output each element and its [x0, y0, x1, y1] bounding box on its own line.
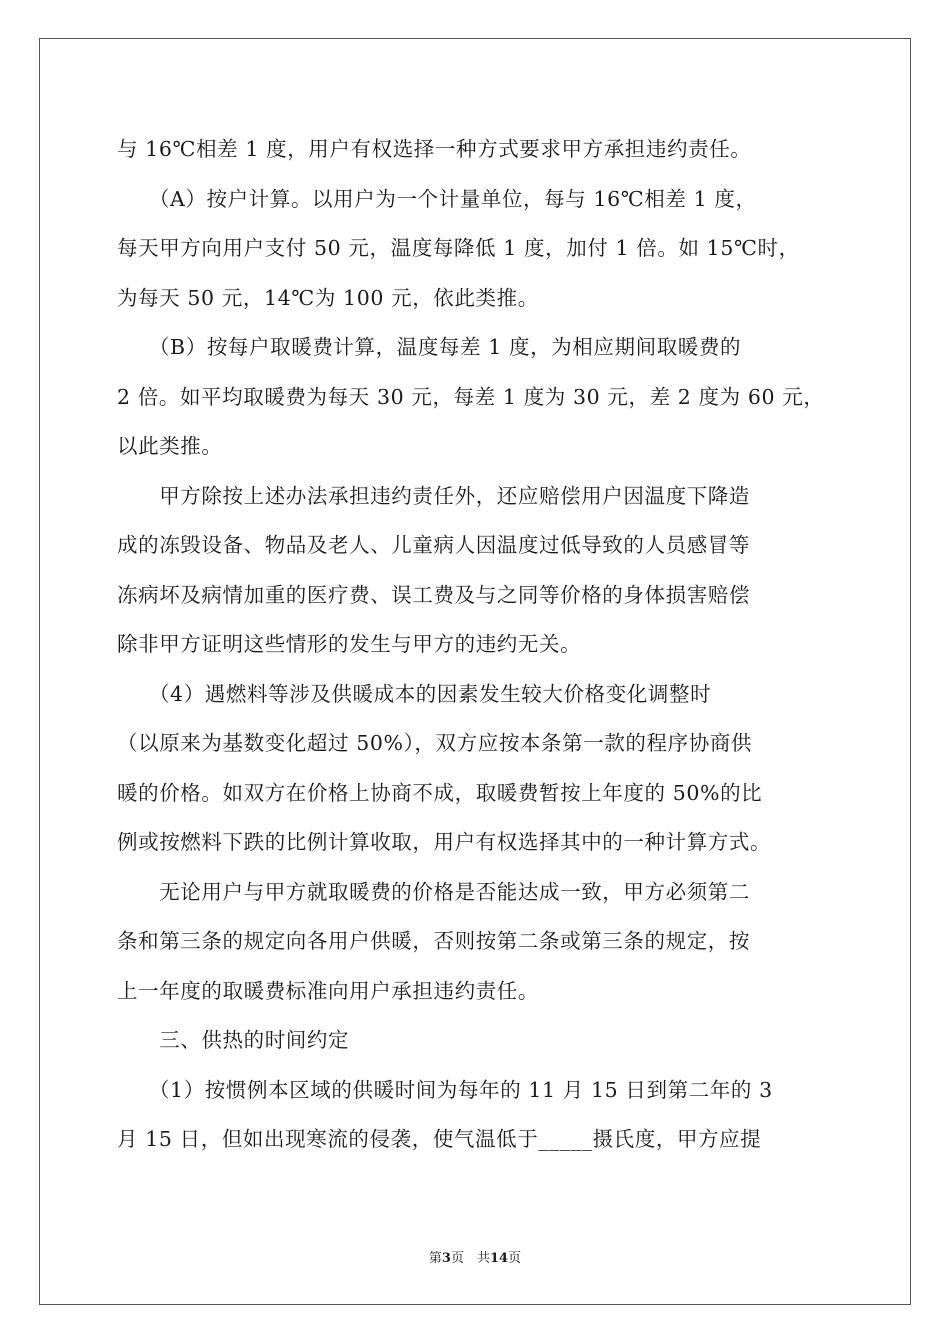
text-line: （1）按惯例本区域的供暖时间为每年的 11 月 15 日到第二年的 3	[117, 1077, 773, 1102]
text-line: 与 16℃相差 1 度，用户有权选择一种方式要求甲方承担违约责任。	[117, 137, 752, 161]
text-line: 甲方除按上述办法承担违约责任外，还应赔偿用户因温度下降造	[117, 483, 750, 508]
text-line: 冻病坏及病情加重的医疗费、误工费及与之同等价格的身体损害赔偿	[117, 582, 750, 607]
text-line: 暖的价格。如双方在价格上协商不成，取暖费暂按上年度的 50%的比	[117, 780, 763, 805]
page-footer	[0, 1251, 950, 1267]
page-number: 3	[441, 1251, 451, 1266]
text-line: （B）按每户取暖费计算，温度每差 1 度，为相应期间取暖费的	[117, 335, 742, 359]
text-line: 例或按燃料下跌的比例计算收取，用户有权选择其中的一种计算方式。	[117, 830, 772, 854]
footer-page-mid: 页 共	[450, 1251, 490, 1266]
text-line: 2 倍。如平均取暖费为每天 30 元，每差 1 度为 30 元，差 2 度为 60 元，	[117, 384, 825, 409]
text-line: 成的冻毁设备、物品及老人、儿童病人因温度过低导致的人员感冒等	[117, 533, 750, 557]
text-line: 上一年度的取暖费标准向用户承担违约责任。	[117, 978, 539, 1003]
text-line: （A）按户计算。以用户为一个计量单位，每与 16℃相差 1 度，	[117, 186, 757, 211]
section-heading: 三、供热的时间约定	[117, 1028, 350, 1052]
text-line: 除非甲方证明这些情形的发生与甲方的违约无关。	[117, 632, 582, 656]
text-line: 条和第三条的规定向各用户供暖，否则按第二条或第三条的规定，按	[117, 929, 750, 953]
footer-page-suffix: 页	[508, 1251, 522, 1266]
text-line: 月 15 日，但如出现寒流的侵袭，使气温低于_____摄氏度，甲方应提	[117, 1127, 762, 1151]
text-line: （4）遇燃料等涉及供暖成本的因素发生较大价格变化调整时	[117, 681, 712, 706]
text-line: 以此类推。	[117, 434, 223, 458]
total-pages: 14	[489, 1251, 509, 1266]
text-line: 每天甲方向用户支付 50 元，温度每降低 1 度，加付 1 倍。如 15℃时，	[117, 236, 800, 260]
footer-page-prefix: 第	[428, 1251, 442, 1266]
text-line: 无论用户与甲方就取暖费的价格是否能达成一致，甲方必须第二	[117, 879, 750, 904]
text-line: （以原来为基数变化超过 50%），双方应按本条第一款的程序协商供	[117, 731, 753, 755]
text-line: 为每天 50 元，14℃为 100 元，依此类推。	[117, 285, 539, 310]
document-body	[117, 125, 847, 1165]
